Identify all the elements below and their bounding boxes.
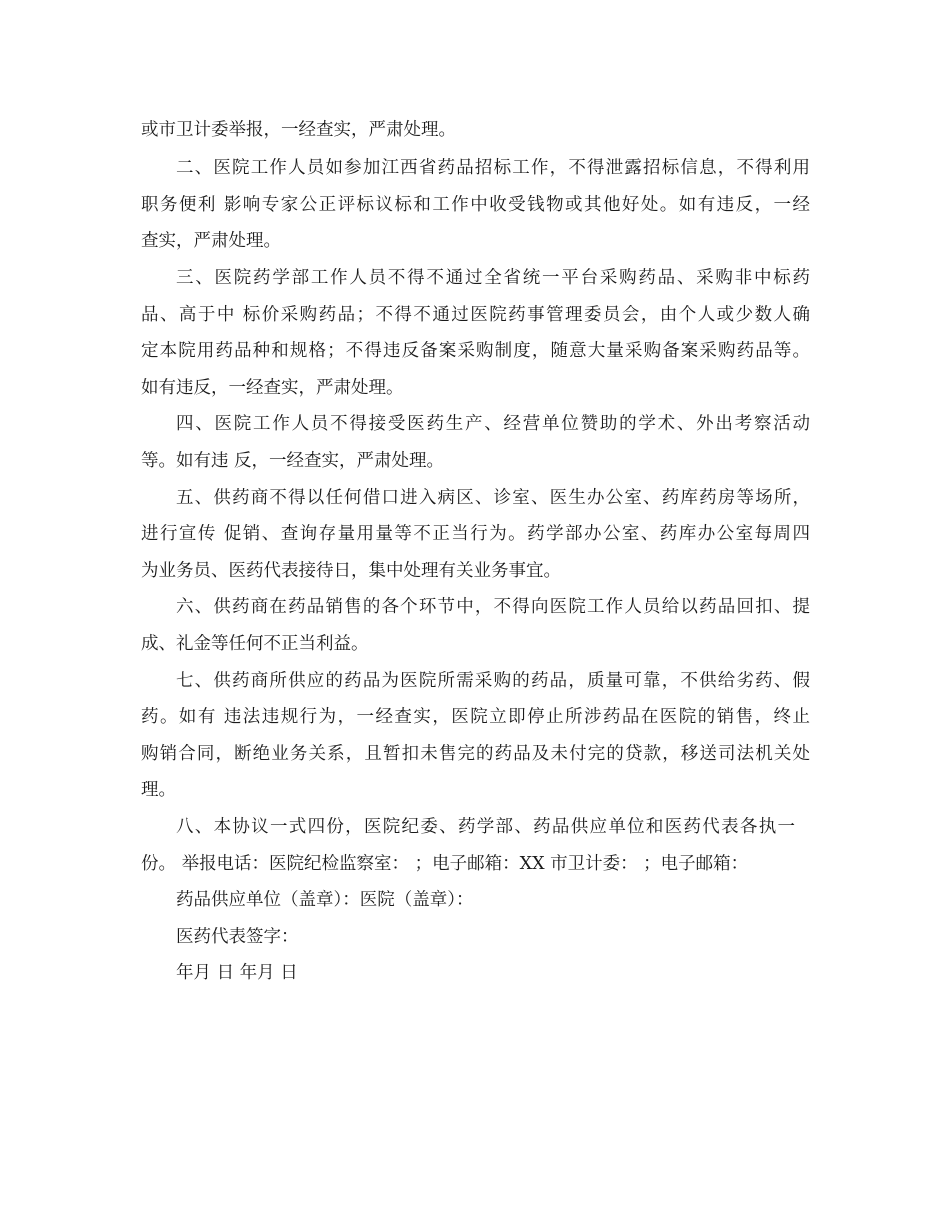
paragraph-5-line-3: 为业务员、医药代表接待日，集中处理有关业务事宜。 [141, 561, 561, 581]
signature-rep-line: 医药代表签字： [176, 927, 299, 947]
paragraph-6-line-2: 成、礼金等任何不正当利益。 [141, 634, 369, 654]
paragraph-6-line-1: 六、供药商在药品销售的各个环节中，不得向医院工作人员给以药品回扣、提 [176, 597, 810, 617]
paragraph-2-line-1: 二、医院工作人员如参加江西省药品招标工作，不得泄露招标信息，不得利用 [176, 158, 810, 178]
paragraph-4-line-2: 等。如有违 反，一经查实，严肃处理。 [141, 451, 445, 471]
paragraph-2-line-2: 职务便利 影响专家公正评标议标和工作中收受钱物或其他好处。如有违反，一经 [141, 195, 810, 215]
paragraph-3-line-1: 三、医院药学部工作人员不得不通过全省统一平台采购药品、采购非中标药 [176, 268, 810, 288]
paragraph-4-line-1: 四、医院工作人员不得接受医药生产、经营单位赞助的学术、外出考察活动 [176, 414, 810, 434]
paragraph-8-line-1: 八、本协议一式四份，医院纪委、药学部、药品供应单位和医药代表各执一 [176, 817, 795, 837]
signature-seal-line: 药品供应单位（盖章）：医院（盖章）： [176, 890, 474, 910]
paragraph-5-line-1: 五、供药商不得以任何借口进入病区、诊室、医生办公室、药库药房等场所， [176, 488, 810, 508]
paragraph-7-line-3: 购销合同，断绝业务关系，且暂扣未售完的药品及未付完的贷款，移送司法机关处 [141, 744, 810, 764]
date-line: 年月 日 年月 日 [176, 963, 298, 983]
paragraph-8-line-2: 份。 举报电话：医院纪检监察室： ；电子邮箱：XX 市卫计委： ；电子邮箱： [141, 854, 749, 874]
paragraph-5-line-2: 进行宣传 促销、查询存量用量等不正当行为。药学部办公室、药库办公室每周四 [141, 524, 810, 544]
paragraph-3-line-2: 品、高于中 标价采购药品；不得不通过医院药事管理委员会，由个人或少数人确 [141, 305, 810, 325]
paragraph-7-line-2: 药。如有 违法违规行为，一经查实，医院立即停止所涉药品在医院的销售，终止 [141, 707, 810, 727]
paragraph-7-line-4: 理。 [141, 780, 176, 800]
paragraph-3-line-4: 如有违反，一经查实，严肃处理。 [141, 378, 404, 398]
paragraph-2-line-3: 查实，严肃处理。 [141, 231, 281, 251]
text-line-1: 或市卫计委举报，一经查实，严肃处理。 [141, 120, 456, 140]
paragraph-7-line-1: 七、供药商所供应的药品为医院所需采购的药品，质量可靠，不供给劣药、假 [176, 671, 810, 691]
paragraph-3-line-3: 定本院用药品种和规格；不得违反备案采购制度，随意大量采购备案采购药品等。 [141, 341, 810, 361]
